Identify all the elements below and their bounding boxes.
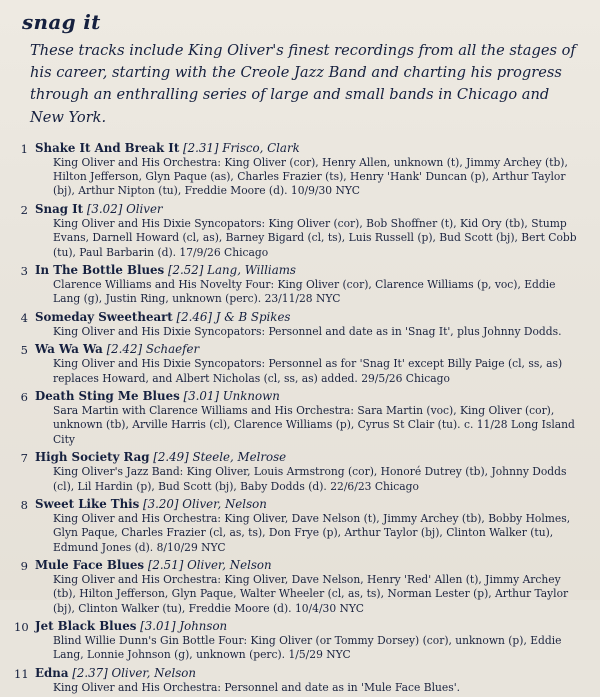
track-body [31, 450, 586, 496]
track-row [14, 558, 586, 618]
track-number: 2 [20, 202, 28, 217]
track-duration: [2.52] [167, 262, 204, 277]
track-number: 1 [20, 141, 28, 156]
track-title: Death Sting Me Blues [35, 388, 180, 403]
track-row [14, 666, 586, 697]
track-composer: Schaefer [145, 342, 200, 357]
track-duration: [3.01] [183, 388, 219, 403]
track-personnel: Sara Martin with Clarence Williams and His Orchestra: Sara Martin (voc), King Oliver (cor), unknown (tb), Arville Harris (cl), Clarence Williams (p), Cyrus St Clair (tu). c. 11/28 Long Island City [53, 404, 575, 446]
track-heading [35, 141, 586, 156]
track-number: 11 [14, 666, 29, 681]
track-heading [35, 558, 586, 573]
track-title: Wa Wa Wa [35, 342, 103, 357]
track-duration: [3.02] [86, 201, 123, 216]
track-duration: [2.31] [183, 140, 219, 155]
track-row [14, 141, 586, 201]
track-composer: Johnson [179, 618, 228, 633]
track-listing [0, 129, 600, 697]
track-composer: Oliver, Nelson [182, 496, 267, 511]
track-number: 3 [20, 263, 28, 278]
track-row [14, 497, 586, 557]
track-number: 9 [20, 558, 28, 573]
track-heading [35, 666, 586, 681]
track-body [31, 310, 586, 342]
track-body [31, 389, 586, 449]
track-body [31, 263, 586, 309]
track-duration: [2.51] [147, 557, 184, 572]
track-body [31, 497, 586, 557]
track-body [31, 558, 586, 618]
track-composer: Steele, Melrose [192, 449, 287, 464]
track-title: Mule Face Blues [35, 557, 145, 572]
page-title: snag it [22, 10, 101, 34]
track-duration: [2.49] [153, 449, 189, 464]
track-heading [35, 202, 586, 217]
track-row [14, 263, 586, 309]
track-number: 6 [20, 389, 28, 404]
track-number: 4 [20, 310, 28, 325]
track-duration: [3.20] [143, 496, 179, 511]
track-body [31, 342, 586, 388]
track-body [31, 202, 586, 262]
track-composer: J & B Spikes [215, 309, 291, 324]
track-personnel: King Oliver and His Dixie Syncopators: Personnel as for 'Snag It' except Billy Paige (cl, ss, as) replaces Howard, and Albert Nicholas (cl, ss, as) added. 29/5/26 Chicago [53, 357, 563, 385]
track-heading [35, 263, 586, 278]
track-duration: [2.37] [72, 665, 108, 680]
track-duration: [2.42] [106, 342, 143, 357]
track-row [14, 310, 586, 342]
track-title: Snag It [35, 201, 84, 216]
track-number: 10 [14, 619, 29, 634]
track-personnel: King Oliver and His Orchestra: Personnel and date as in 'Mule Face Blues'. [53, 680, 461, 694]
track-personnel: King Oliver and His Orchestra: King Oliver, Dave Nelson (t), Jimmy Archey (tb), Bobby Holmes, Glyn Paque, Charles Frazier (cl, as, ts), Don Frye (p), Arthur Taylor (bj), Clinton Walker (tu), Edmund Jones (d). 8/10/29 NYC [53, 512, 571, 554]
track-composer: Oliver, Nelson [111, 665, 196, 680]
track-composer: Lang, Williams [207, 262, 296, 277]
track-title: Jet Black Blues [35, 618, 137, 633]
track-title: Edna [35, 665, 69, 680]
track-composer: Unknown [222, 388, 280, 403]
track-heading [35, 389, 586, 404]
track-title: Sweet Like This [35, 496, 140, 511]
track-row [14, 619, 586, 665]
track-heading [35, 497, 586, 512]
track-title: Shake It And Break It [35, 140, 180, 155]
track-personnel: King Oliver's Jazz Band: King Oliver, Louis Armstrong (cor), Honoré Dutrey (tb), Johnny Dodds (cl), Lil Hardin (p), Bud Scott (bj), Baby Dodds (d). 22/6/23 Chicago [53, 465, 567, 493]
track-composer: Oliver [126, 201, 163, 216]
track-heading [35, 619, 586, 634]
track-title: In The Bottle Blues [35, 262, 165, 277]
track-title: High Society Rag [35, 449, 150, 464]
track-number: 7 [20, 450, 28, 465]
track-title: Someday Sweetheart [35, 309, 173, 324]
track-heading [35, 310, 586, 325]
track-body [31, 141, 586, 201]
track-personnel: King Oliver and His Orchestra: King Oliver, Dave Nelson, Henry 'Red' Allen (t), Jimmy Archey (tb), Hilton Jefferson, Glyn Paque, Walter Wheeler (cl, as, ts), Norman Lester (p), Arthur Taylor (bj), Clinton Walker (tu), Freddie Moore (d). 10/4/30 NYC [53, 573, 569, 615]
track-personnel: King Oliver and His Dixie Syncopators: Personnel and date as in 'Snag It', plus Johnny Dodds. [53, 324, 562, 338]
track-row [14, 202, 586, 262]
track-number: 5 [20, 343, 28, 358]
track-composer: Frisco, Clark [222, 140, 300, 155]
track-row [14, 389, 586, 449]
track-personnel: Blind Willie Dunn's Gin Bottle Four: King Oliver (or Tommy Dorsey) (cor), unknown (p), Eddie Lang, Lonnie Johnson (g), unknown (perc). 1/5/29 NYC [53, 634, 562, 662]
track-row [14, 342, 586, 388]
track-row [14, 450, 586, 496]
track-duration: [3.01] [140, 618, 176, 633]
track-number: 8 [20, 497, 28, 512]
track-body [31, 619, 586, 665]
track-personnel: King Oliver and His Dixie Syncopators: King Oliver (cor), Bob Shoffner (t), Kid Ory (tb), Stump Evans, Darnell Howard (cl, as), Barney Bigard (cl, ts), Luis Russell (p), Bud Scott (bj), Bert Cobb (tu), Paul Barbarin (d). 17/9/26 Chicago [53, 217, 577, 259]
track-composer: Oliver, Nelson [187, 557, 272, 572]
track-heading [35, 450, 586, 465]
track-body [31, 666, 586, 697]
track-duration: [2.46] [176, 309, 212, 324]
track-heading [35, 342, 586, 357]
intro-paragraph: These tracks include King Oliver's finest recordings from all the stages of his career, starting with the Creole Jazz Band and charting his progress through an enthralling series of large and small bands in Chicago and New York. [30, 42, 576, 126]
track-personnel: King Oliver and His Orchestra: King Oliver (cor), Henry Allen, unknown (t), Jimmy Archey (tb), Hilton Jefferson, Glyn Paque (as), Charles Frazier (ts), Henry 'Hank' Duncan (p), Arthur Taylor (bj), Arthur Nipton (tu), Freddie Moore (d). 10/9/30 NYC [53, 156, 568, 198]
track-personnel: Clarence Williams and His Novelty Four: King Oliver (cor), Clarence Williams (p, voc), Eddie Lang (g), Justin Ring, unknown (perc). 23/11/28 NYC [53, 278, 556, 306]
